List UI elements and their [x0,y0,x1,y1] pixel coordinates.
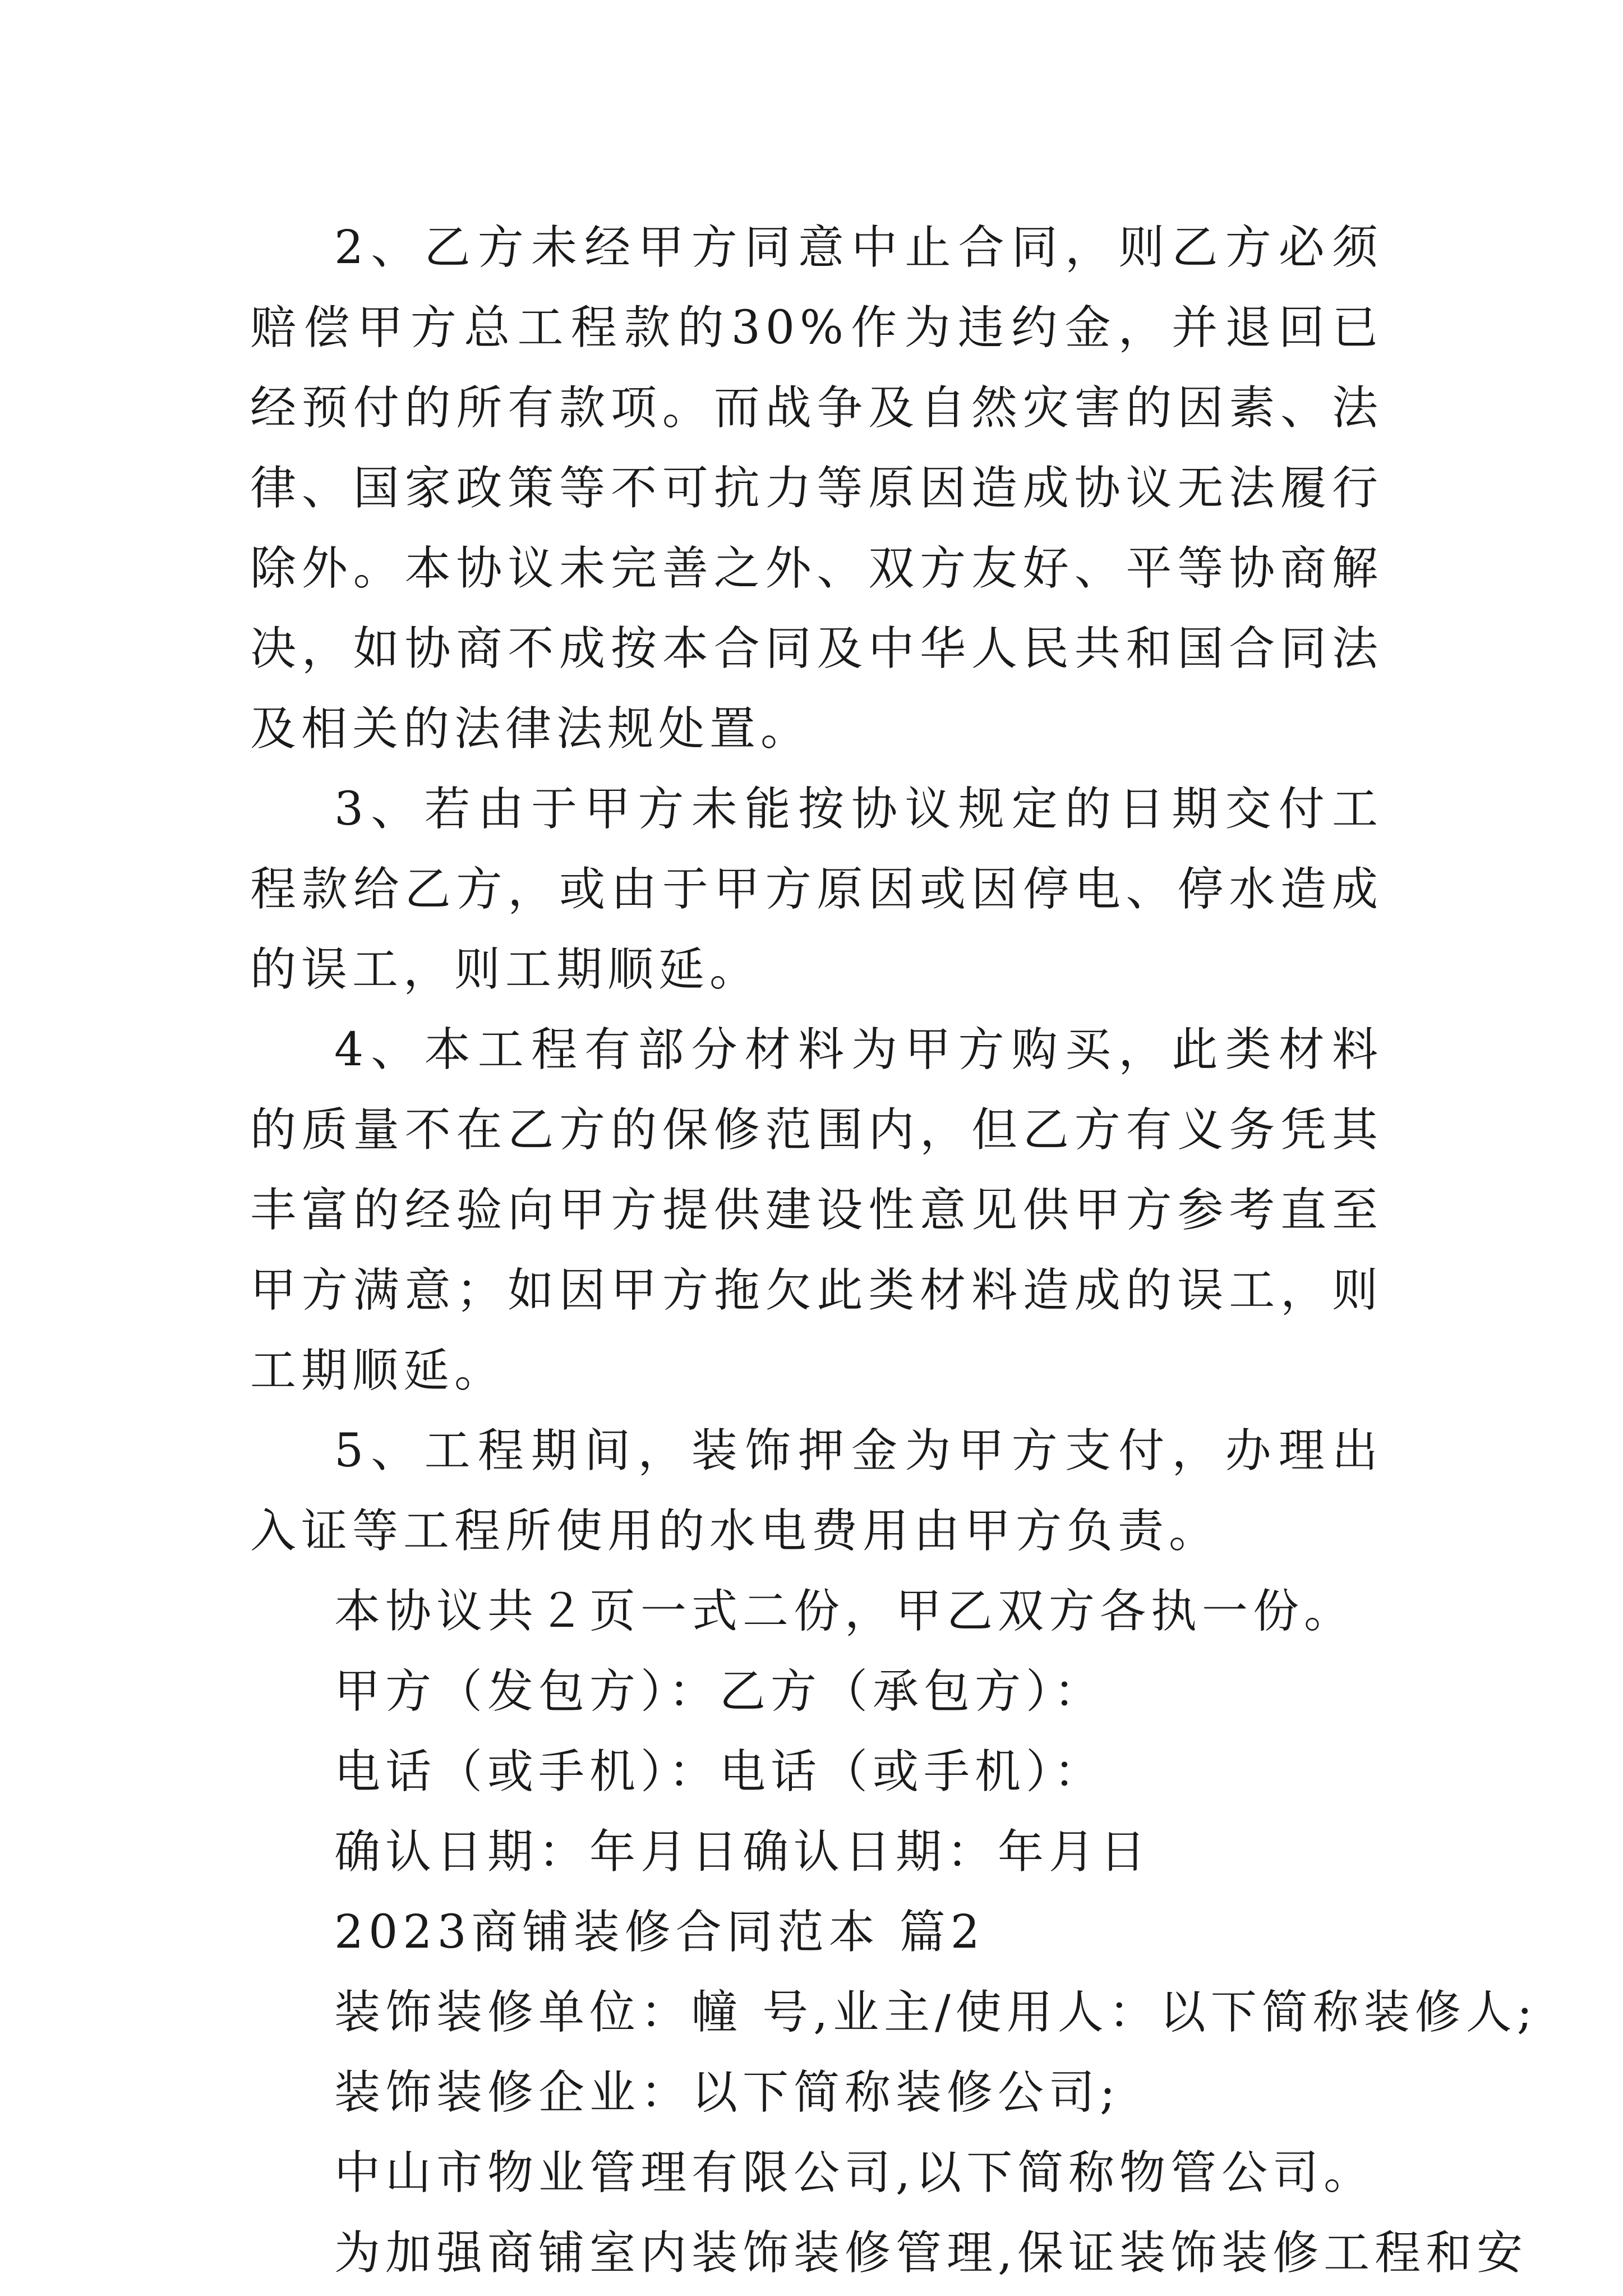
decoration-unit-line: 装饰装修单位：幢 号,业主/使用人：以下简称装修人; [334,1986,1538,2039]
clause-3-paragraph: 3、若由于甲方未能按协议规定的日期交付工程款给乙方，或由于甲方原因或因停电、停水造成的误工，则工期顺延。 [250,783,1383,996]
purpose-line: 为加强商铺室内装饰装修管理,保证装饰装修工程和安 [334,2226,1528,2280]
document-body [250,208,1538,2293]
phone-line: 电话（或手机）：电话（或手机）： [334,1745,1105,1798]
parties-line: 甲方（发包方）：乙方（承包方）： [334,1665,1105,1718]
clause-5-paragraph: 5、工程期间，装饰押金为甲方支付，办理出入证等工程所使用的水电费用由甲方负责。 [250,1424,1383,1558]
property-company-line: 中山市物业管理有限公司,以下简称物管公司。 [334,2146,1375,2200]
copies-statement: 本协议共２页一式二份，甲乙双方各执一份。 [334,1585,1355,1638]
clause-4-paragraph: 4、本工程有部分材料为甲方购买，此类材料的质量不在乙方的保修范围内，但乙方有义务凭其丰富的经验向甲方提供建设性意见供甲方参考直至甲方满意；如因甲方拖欠此类材料造成的误工，则工期顺延。 [250,1023,1383,1397]
confirm-date-line: 确认日期：年月日确认日期：年月日 [334,1825,1151,1879]
clause-2-paragraph: 2、乙方未经甲方同意中止合同，则乙方必须赔偿甲方总工程款的30%作为违约金，并退回已经预付的所有款项。而战争及自然灾害的因素、法律、国家政策等不可抗力等原因造成协议无法履行除外。本协议未完善之外、双方友好、平等协商解决，如协商不成按本合同及中华人民共和国合同法及相关的法律法规处置。 [250,221,1383,756]
decoration-company-line: 装饰装修企业：以下简称装修公司; [334,2066,1121,2119]
section-heading: 2023商铺装修合同范本 篇2 [334,1906,985,1959]
